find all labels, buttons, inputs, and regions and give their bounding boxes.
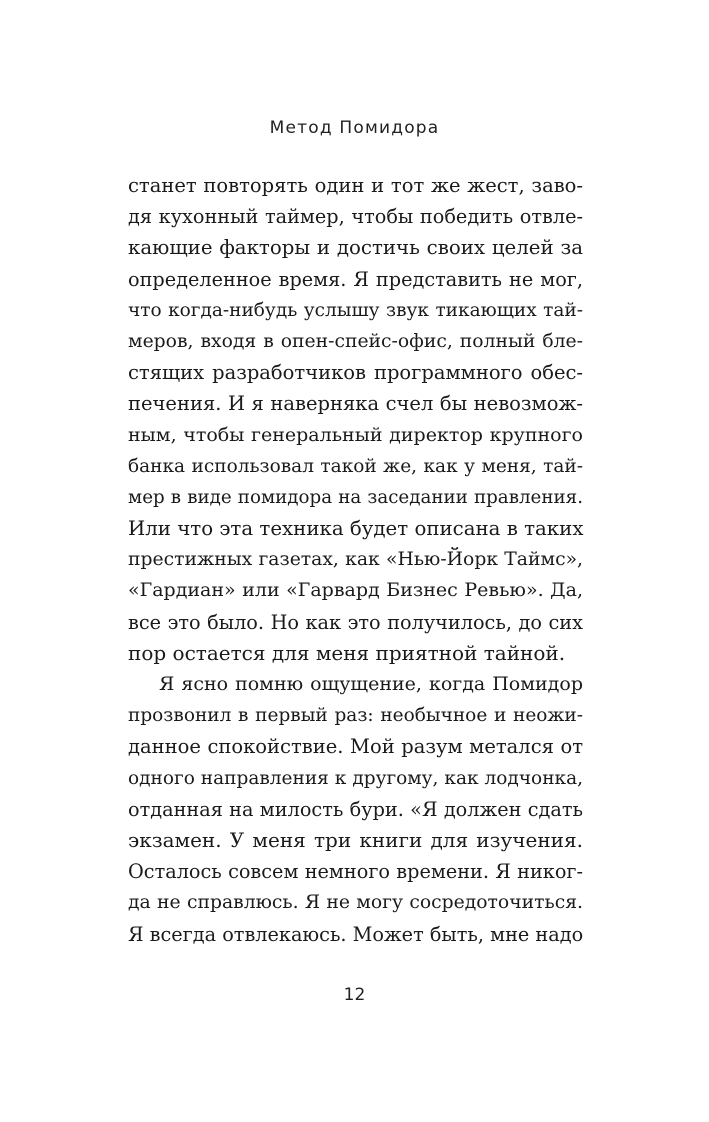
text-line: дя кухонный таймер, чтобы победить отвле- xyxy=(128,205,583,229)
text-line: экзамен. У меня три книги для изучения. xyxy=(128,827,583,852)
text-line: Или что эта техника будет описана в таких xyxy=(128,517,584,541)
text-line: отданная на милость бури. «Я должен сдать xyxy=(128,797,583,821)
page-number: 12 xyxy=(343,985,366,1005)
text-line: да не справлюсь. Я не могу сосредоточиться. xyxy=(128,892,583,914)
text-line: Я всегда отвлекаюсь. Может быть, мне надо xyxy=(128,922,584,946)
text-line: одного направления к другому, как лодчонка, xyxy=(128,767,583,789)
text-line: ным, чтобы генеральный директор крупного xyxy=(128,423,583,446)
text-line: банка использовал такой же, как у меня, тай- xyxy=(128,455,583,477)
text-line: Осталось совсем немного времени. Я никог- xyxy=(128,860,583,884)
paragraph-start-line: Я ясно помню ощущение, когда Помидор xyxy=(159,673,583,695)
text-line: престижных газетах, как «Нью-Йорк Таймс», xyxy=(128,549,583,571)
text-line: стящих разработчиков программного обес- xyxy=(128,361,583,385)
running-head: Метод Помидора xyxy=(269,118,440,138)
text-line: определенное время. Я представить не мог, xyxy=(128,267,583,291)
text-line: меров, входя в опен-спейс-офис, полный бле- xyxy=(128,330,583,352)
text-line: «Гардиан» или «Гарвард Бизнес Ревью». Да, xyxy=(128,579,583,602)
paragraph-end-line: пор остается для меня приятной тайной. xyxy=(128,640,566,665)
text-line: данное спокойствие. Мой разум метался от xyxy=(128,735,583,759)
text-line: станет повторять один и тот же жест, заво- xyxy=(128,174,583,197)
text-line: мер в виде помидора на заседании правления. xyxy=(128,486,583,508)
text-line: кающие факторы и достичь своих целей за xyxy=(128,236,583,260)
text-line: все это было. Но как это получилось, до сих xyxy=(128,610,583,634)
text-line: что когда-нибудь услышу звук тикающих тай- xyxy=(128,299,583,321)
text-line: печения. И я наверняка счел бы невозмож- xyxy=(128,392,583,416)
text-line: прозвонил в первый раз: необычное и неожи- xyxy=(128,705,583,727)
body-text xyxy=(128,170,583,950)
